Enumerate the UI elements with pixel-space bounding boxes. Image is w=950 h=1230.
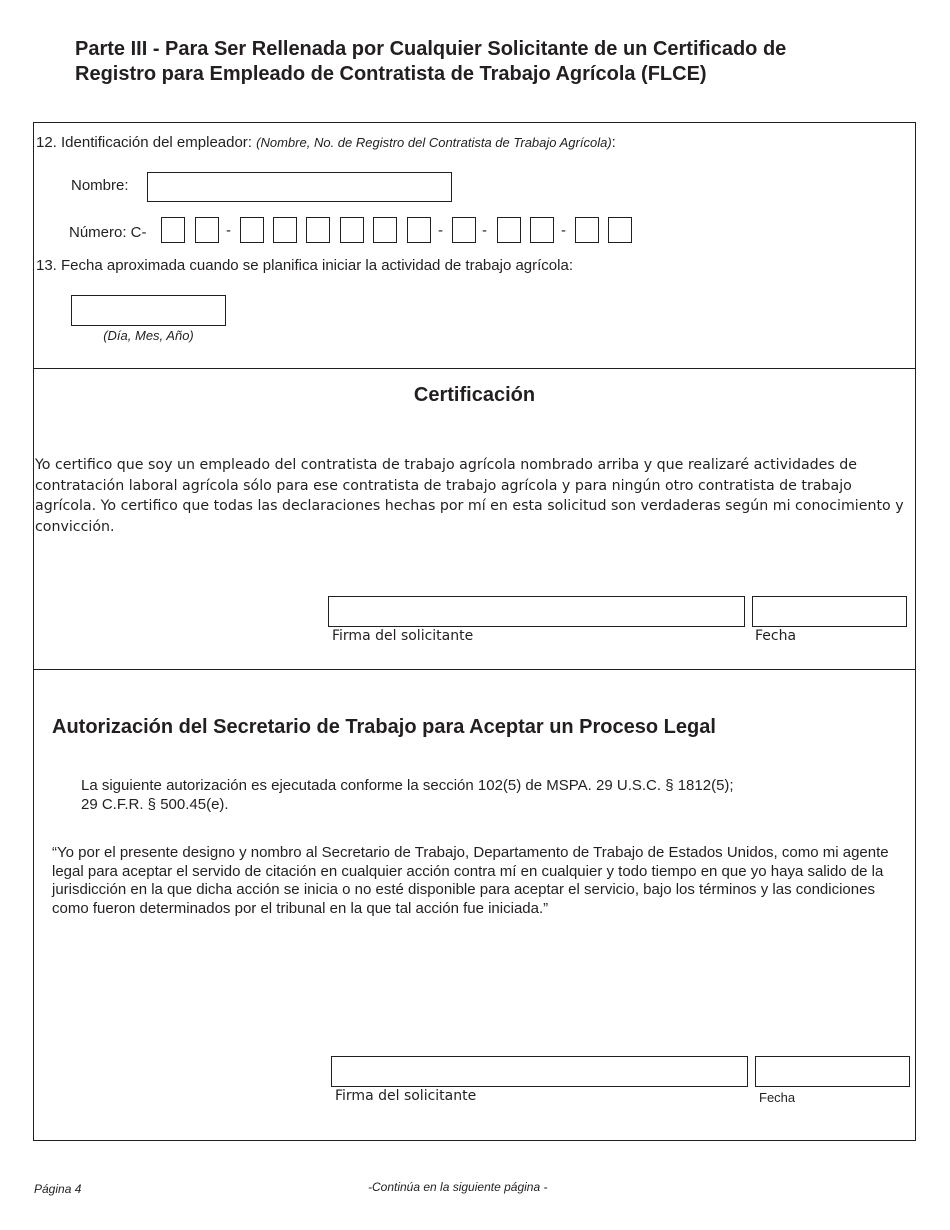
continue-note: -Continúa en la siguiente página -	[368, 1180, 548, 1194]
registration-digit-box[interactable]	[373, 217, 397, 243]
registration-digit-box[interactable]	[161, 217, 185, 243]
separator-dash: -	[226, 222, 231, 239]
employer-identification-label	[36, 134, 616, 152]
certification-signature-field[interactable]	[328, 596, 745, 627]
registration-digit-box[interactable]	[273, 217, 297, 243]
authorization-quote: “Yo por el presente designo y nombro al Secretario de Trabajo, Departamento de Trabajo de Estados Unidos, como mi agente legal para aceptar el servido de citación en cualquier acción contra mí en cualquier y todo tiempo en que yo haya salido de la jurisdicción en la que dicha acción se inicia o no esté disponible para aceptar el servicio, bajo los términos y las condiciones como fueron determinados por el tribunal en la que tal acción fue iniciada.”	[52, 844, 889, 917]
separator-dash: -	[561, 222, 566, 239]
registration-digit-box[interactable]	[240, 217, 264, 243]
registration-digit-box[interactable]	[407, 217, 431, 243]
item-12-label: 12. Identificación del empleador:	[36, 134, 252, 151]
numero-label: Número: C-	[69, 224, 147, 241]
authorization-signature-label: Firma del solicitante	[335, 1088, 477, 1104]
authorization-intro-line-1: La siguiente autorización es ejecutada conforme la sección 102(5) de MSPA. 29 U.S.C. § 1812(5);	[81, 777, 734, 794]
page-title	[75, 37, 895, 87]
certification-date-label: Fecha	[755, 628, 797, 644]
certification-signature-label: Firma del solicitante	[332, 628, 474, 644]
nombre-label: Nombre:	[71, 177, 129, 194]
authorization-intro	[81, 777, 901, 814]
registration-digit-box[interactable]	[306, 217, 330, 243]
date-format-hint: (Día, Mes, Año)	[103, 328, 194, 343]
title-line-1: Parte III - Para Ser Rellenada por Cualquier Solicitante de un Certificado de	[75, 38, 787, 60]
registration-digit-box[interactable]	[575, 217, 599, 243]
authorization-heading: Autorización del Secretario de Trabajo para Aceptar un Proceso Legal	[52, 716, 716, 738]
registration-digit-box[interactable]	[608, 217, 632, 243]
registration-digit-box[interactable]	[497, 217, 521, 243]
title-line-2: Registro para Empleado de Contratista de Trabajo Agrícola (FLCE)	[75, 63, 707, 85]
start-date-input[interactable]	[71, 295, 226, 326]
item-12-hint: (Nombre, No. de Registro del Contratista de Trabajo Agrícola)	[256, 135, 612, 150]
certification-date-field[interactable]	[752, 596, 907, 627]
authorization-signature-field[interactable]	[331, 1056, 748, 1087]
separator-dash: -	[482, 222, 487, 239]
nombre-input[interactable]	[147, 172, 452, 202]
section-divider-1	[33, 368, 916, 369]
registration-digit-box[interactable]	[452, 217, 476, 243]
separator-dash: -	[438, 222, 443, 239]
authorization-date-label: Fecha	[759, 1090, 796, 1105]
authorization-date-field[interactable]	[755, 1056, 910, 1087]
registration-digit-box[interactable]	[340, 217, 364, 243]
certification-text: Yo certifico que soy un empleado del contratista de trabajo agrícola nombrado arriba y que realizaré actividades de contratación laboral agrícola sólo para ese contratista de trabajo agrícola y para ningún otro contratista de trabajo agrícola. Yo certifico que todas las declaraciones hechas por mí en esta solicitud son verdaderas según mi conocimiento y convicción.	[35, 457, 904, 535]
certification-heading: Certificación	[413, 384, 536, 406]
page-number: Página 4	[34, 1182, 82, 1196]
section-divider-2	[33, 669, 916, 670]
start-date-label: 13. Fecha aproximada cuando se planifica iniciar la actividad de trabajo agrícola:	[36, 257, 573, 274]
item-12-colon: :	[611, 134, 616, 151]
registration-digit-box[interactable]	[530, 217, 554, 243]
authorization-intro-line-2: 29 C.F.R. § 500.45(e).	[81, 795, 229, 813]
registration-digit-box[interactable]	[195, 217, 219, 243]
